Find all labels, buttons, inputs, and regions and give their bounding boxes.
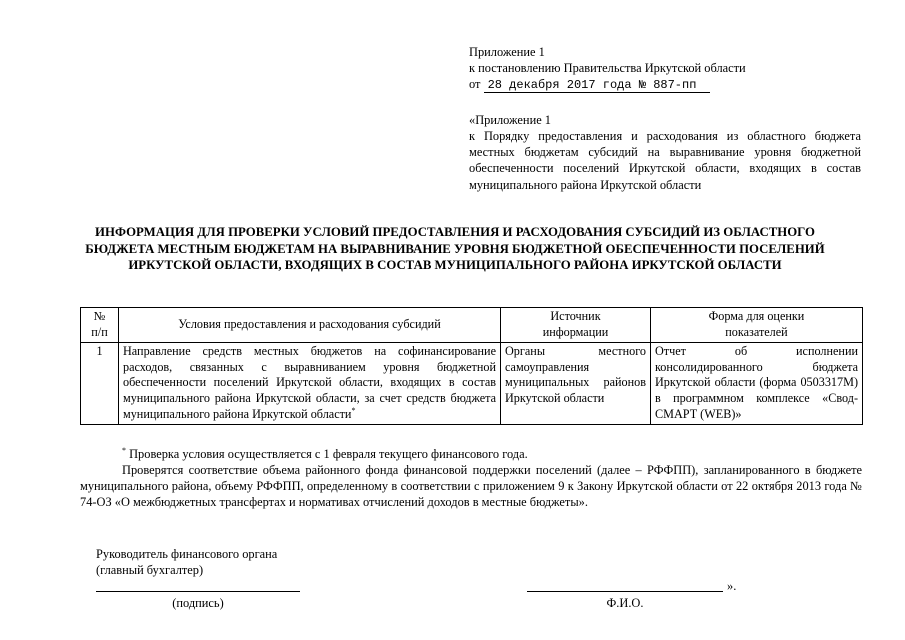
- row-form: Отчет об исполнении консолидированного бюджета Иркутской области (форма 0503317М) в программном комплексе «Свод-СМАРТ (WEB)»: [651, 342, 863, 424]
- nested-appendix-body: к Порядку предоставления и расходования из областного бюджета местных бюджетам субсидий на выравнивание уровня бюджетной обеспеченности поселений Иркутской области, входящих в состав муниципального района Иркутской области: [469, 129, 861, 192]
- nested-appendix-header: [469, 112, 861, 193]
- verification-paragraph: Проверятся соответствие объема районного фонда финансовой поддержки поселений (далее – РФФПП), запланированного в бюджете муниципального района, объему РФФПП, определенному в соответствии с приложением 9 к Закону Иркутской области от 22 октября 2013 года № 74-ОЗ «О межбюджетных трансфертах и нормативах отчислений доходов в местные бюджеты».: [80, 463, 862, 510]
- header-conditions: Условия предоставления и расходования субсидий: [119, 308, 501, 343]
- signer-role-note: (главный бухгалтер): [96, 563, 204, 578]
- header-number: [81, 308, 119, 343]
- row-number: 1: [81, 342, 119, 424]
- appendix-header: [469, 44, 861, 94]
- table-row: [81, 342, 863, 424]
- header-source: [501, 308, 651, 343]
- footnote: [80, 446, 862, 462]
- row-condition-text: Направление средств местных бюджетов на софинансирование расходов, связанных с выравниванием уровня бюджетной обеспеченности поселений Иркутской области, входящих в состав муниципального района Иркутской области, за счет средств бюджета муниципального района Иркутской области: [123, 343, 496, 422]
- header-number-line2: п/п: [91, 324, 108, 339]
- header-source-line1: Источник: [550, 309, 601, 323]
- header-form-line2: показателей: [725, 324, 788, 339]
- appendix-number: Приложение 1: [469, 45, 545, 59]
- row-condition: [119, 342, 501, 424]
- name-caption: Ф.И.О.: [606, 596, 644, 610]
- name-line: [527, 591, 723, 592]
- signature-line: [96, 591, 300, 592]
- footnote-text: Проверка условия осуществляется с 1 февраля текущего финансового года.: [129, 447, 528, 461]
- appendix-date-field: 28 декабря 2017 года № 887-пп: [484, 78, 711, 93]
- document-title: ИНФОРМАЦИЯ ДЛЯ ПРОВЕРКИ УСЛОВИЙ ПРЕДОСТАВЛЕНИЯ И РАСХОДОВАНИЯ СУБСИДИЙ ИЗ ОБЛАСТНОГО БЮДЖЕТА МЕСТНЫМ БЮДЖЕТАМ НА ВЫРАВНИВАНИЕ УРОВНЯ БЮДЖЕТНОЙ ОБЕСПЕЧЕННОСТИ ПОСЕЛЕНИЙ ИРКУТСКОЙ ОБЛАСТИ, ВХОДЯЩИХ В СОСТАВ МУНИЦИПАЛЬНОГО РАЙОНА ИРКУТСКОЙ ОБЛАСТИ: [85, 225, 825, 273]
- notes-section: [80, 446, 862, 511]
- signer-block: [96, 546, 396, 578]
- closing-quote: ».: [727, 579, 737, 593]
- appendix-reference: к постановлению Правительства Иркутской области: [469, 61, 746, 76]
- table-header-row: [81, 308, 863, 343]
- appendix-date-line: [469, 77, 710, 91]
- header-form: [651, 308, 863, 343]
- header-number-line1: №: [93, 309, 106, 323]
- appendix-date-prefix: от: [469, 77, 481, 92]
- header-form-line1: Форма для оценки: [708, 309, 805, 323]
- row-source: Органы местного самоуправления муниципальных районов Иркутской области: [501, 342, 651, 424]
- row-footnote-mark: *: [351, 406, 356, 416]
- conditions-table: [80, 307, 863, 425]
- signer-role: Руководитель финансового органа: [96, 547, 278, 561]
- footnote-mark: *: [122, 445, 126, 455]
- nested-appendix-number: «Приложение 1: [469, 113, 551, 127]
- signature-caption: (подпись): [172, 596, 224, 610]
- header-source-line2: информации: [542, 324, 609, 339]
